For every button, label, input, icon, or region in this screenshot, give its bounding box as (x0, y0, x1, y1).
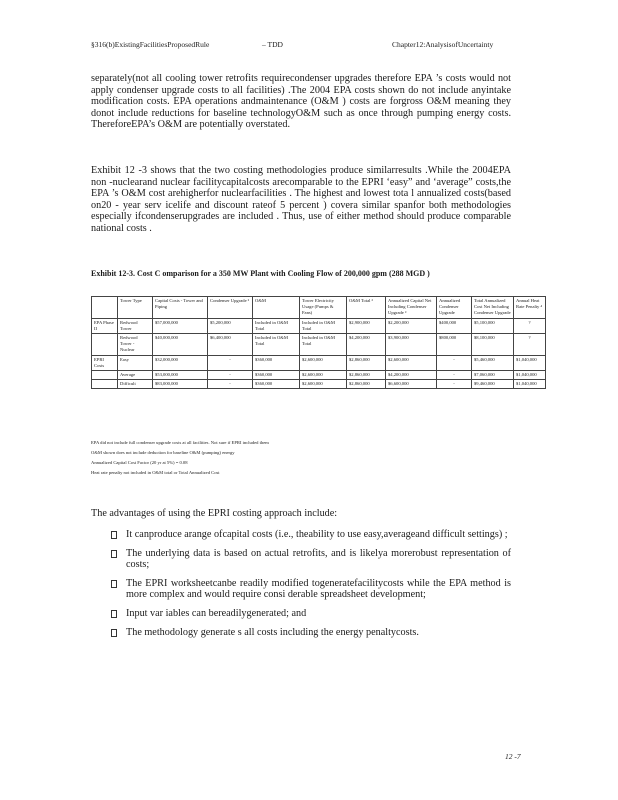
table-cell: $360,000 (253, 371, 300, 380)
table-cell: $5,460,000 (472, 355, 514, 370)
table-cell: - (208, 380, 253, 389)
table-header-cell: Annualized Condenser Upgrade (437, 297, 472, 319)
footnote: EPA did not include full condenser upgrade costs at all facilities. Not sure if EPRI included them (91, 440, 269, 445)
list-item (91, 578, 511, 601)
header-section-label: §316(b)ExistingFacilitiesProposedRule (91, 40, 210, 49)
table-cell (92, 380, 118, 389)
table-header-cell: Tower Electricity Usage (Pumps & Fans) (300, 297, 347, 319)
table-cell: ? (514, 334, 546, 356)
table-cell (92, 371, 118, 380)
paragraph-exhibit-comparison: Exhibit 12 -3 shows that the two costing methodologies produce similarresults .While the 2004EPA non -nuclearand nuclear facilitycapitalcosts arecomparable to the EPRI ‘easy” and ‘average” costs,the EPA ’s O&M cost arehigherfor nuclearfacilities . The highest and lowest tota l annualized costs(based on20 - year serv icelife and discount rateof 5 percent ) covera similar spanfor both methodologies especially ifcondenserupgrades are included . Thus, use of either method should produce comparable national costs . (91, 165, 511, 234)
footnote: O&M shown does not include deduction for baseline O&M (pumping) energy (91, 450, 235, 455)
table-cell (92, 334, 118, 356)
table-cell: $1,040,000 (514, 380, 546, 389)
list-item-text: The EPRI worksheetcanbe readily modified togeneratefacilitycosts while the EPA method is more complex and would require consi derable spreadsheet development; (126, 577, 511, 601)
table-cell: $83,000,000 (153, 380, 208, 389)
table-cell: $5,100,000 (472, 318, 514, 333)
table-header-cell: Condenser Upgrade ³ (208, 297, 253, 319)
bullet-box-icon (111, 629, 117, 637)
list-item (91, 608, 511, 620)
table-header-cell: Total Annualized Cost Net Including Condenser Upgrade (472, 297, 514, 319)
table-cell: $1,040,000 (514, 371, 546, 380)
table-cell: - (437, 371, 472, 380)
table-cell: $2,900,000 (347, 318, 386, 333)
paragraph-om-costs: separately(not all cooling tower retrofits requirecondenser upgrades therefore EPA ’s costs would not apply condenser upgrade costs to all facilities) .The 2004 EPA costs shown do not include anyintake modification costs. EPA operations andmaintenance (O&M ) costs are forgross O&M meaning they donot include reductions for baseline technologyO&M such as once through pumping energy costs. ThereforeEPA’s O&M are potentially overstated. (91, 73, 511, 131)
table-cell: $7,060,000 (472, 371, 514, 380)
table-cell: $400,000 (437, 318, 472, 333)
table-row (92, 334, 546, 356)
table-cell: Redwood Tower (118, 318, 153, 333)
table-row (92, 355, 546, 370)
header-chapter-title: Chapter12:AnalysisofUncertainty (392, 40, 494, 49)
table-cell: $40,000,000 (153, 334, 208, 356)
table-cell: $2,600,000 (300, 355, 347, 370)
table-cell: ? (514, 318, 546, 333)
table-cell: Redwood Tower - Nuclear (118, 334, 153, 356)
bullet-box-icon (111, 580, 117, 588)
table-cell: $4,200,000 (347, 334, 386, 356)
table-cell: $2,600,000 (300, 371, 347, 380)
table-cell: Average (118, 371, 153, 380)
table-footnotes (91, 438, 511, 478)
table-cell: - (208, 371, 253, 380)
bullet-box-icon (111, 531, 117, 539)
footnote: Annualized Capital Cost Factor (20 yr at 5%) = 0.08 (91, 460, 188, 465)
table-header-cell: O&M (253, 297, 300, 319)
table-header-row (92, 297, 546, 319)
table-cell: Included in O&M Total (253, 334, 300, 356)
table-cell: EPA Phase II (92, 318, 118, 333)
list-item-text: The underlying data is based on actual retrofits, and is likelya morerobust representation of costs; (126, 547, 511, 571)
table-header-cell: Capital Costs - Tower and Piping (153, 297, 208, 319)
table-cell: $8,100,000 (472, 334, 514, 356)
table-cell: $360,000 (253, 380, 300, 389)
table-header-cell (92, 297, 118, 319)
table-cell: $5,200,000 (208, 318, 253, 333)
table-cell: $2,860,000 (347, 380, 386, 389)
page-number: 12 -7 (505, 752, 521, 761)
exhibit-title: Exhibit 12-3. Cost C omparison for a 350 MW Plant with Cooling Flow of 200,000 gpm (288 MGD ) (91, 269, 430, 278)
table-cell: Difficult (118, 380, 153, 389)
table-cell: $2,200,000 (386, 318, 437, 333)
list-item-text: The methodology generate s all costs including the energy penaltycosts. (126, 626, 419, 638)
table-cell: Easy (118, 355, 153, 370)
table-cell: $53,000,000 (153, 371, 208, 380)
list-item (91, 548, 511, 571)
table-cell: $4,200,000 (386, 371, 437, 380)
table-cell: $3,900,000 (386, 334, 437, 356)
table-cell: $360,000 (253, 355, 300, 370)
table-cell: $32,000,000 (153, 355, 208, 370)
table-row (92, 318, 546, 333)
table-header-cell: Tower Type (118, 297, 153, 319)
list-item (91, 529, 511, 541)
table-cell: EPRI Costs (92, 355, 118, 370)
table-cell: $2,600,000 (386, 355, 437, 370)
advantages-list (91, 529, 511, 645)
table-cell: $800,000 (437, 334, 472, 356)
table-cell: Included in O&M Total (253, 318, 300, 333)
list-item-text: It canproduce arange ofcapital costs (i.e., theability to use easy,averageand difficult settings) ; (126, 529, 508, 540)
table-header-cell: Annual Heat Rate Penalty ⁴ (514, 297, 546, 319)
table-cell: Included in O&M Total (300, 318, 347, 333)
bullet-box-icon (111, 550, 117, 558)
footnote: Heat rate penalty not included in O&M total or Total Annualized Cost (91, 470, 220, 475)
table-cell: $2,860,000 (347, 371, 386, 380)
table-cell: $9,460,000 (472, 380, 514, 389)
list-item (91, 627, 511, 639)
table-header-cell: O&M Total ² (347, 297, 386, 319)
table-cell: $2,860,000 (347, 355, 386, 370)
table-cell: $6,600,000 (386, 380, 437, 389)
table-row (92, 380, 546, 389)
table-cell: Included in O&M Total (300, 334, 347, 356)
table-cell: $2,600,000 (300, 380, 347, 389)
table-cell: - (437, 380, 472, 389)
list-item-text: Input var iables can bereadilygenerated; and (126, 607, 307, 619)
header-document-type: – TDD (262, 40, 283, 49)
table-row (92, 371, 546, 380)
cost-comparison-table (91, 296, 546, 389)
table-header-cell: Annualized Capital Net Including Condenser Upgrade ³ (386, 297, 437, 319)
table-cell: - (437, 355, 472, 370)
bullet-box-icon (111, 610, 117, 618)
paragraph-epri-advantages: The advantages of using the EPRI costing approach include: (91, 508, 338, 519)
table-cell: - (208, 355, 253, 370)
table-cell: $1,040,000 (514, 355, 546, 370)
table-cell: $57,000,000 (153, 318, 208, 333)
table-cell: $6,400,000 (208, 334, 253, 356)
